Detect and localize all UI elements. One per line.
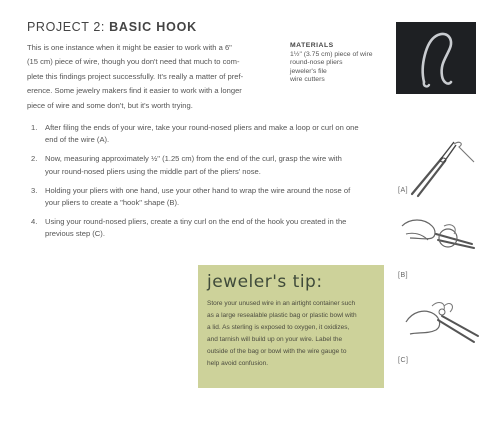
step-number: 1.	[31, 123, 38, 132]
step-line: After filing the ends of your wire, take your round-nosed pliers and make a loop or curl on one	[45, 123, 359, 132]
tip-box	[198, 265, 384, 388]
figure-c	[398, 292, 488, 352]
pliers-illustration-a	[398, 136, 488, 198]
intro-paragraph	[27, 41, 279, 113]
intro-line: (15 cm) piece of wire, though you don't need that much to com-	[27, 57, 240, 67]
intro-line: This is one instance when it might be easier to work with a 6"	[27, 43, 232, 52]
step-line: Holding your pliers with one hand, use your other hand to wrap the wire around the nose of	[45, 185, 351, 195]
title-prefix: PROJECT 2:	[27, 20, 110, 34]
materials-item: wire cutters	[290, 76, 325, 84]
step-line: your round-nosed pliers using the middle part of the pliers' nose.	[45, 166, 261, 176]
materials-item: jeweler's file	[290, 67, 327, 75]
step-line: Now, measuring approximately ½" (1.25 cm) from the end of the curl, grasp the wire with	[45, 154, 342, 164]
tip-line: Store your unused wire in an airtight container such	[207, 300, 356, 307]
steps-list	[27, 122, 387, 248]
tip-line: and tarnish will build up on your wire. Label the	[207, 336, 343, 343]
step-line: end of the wire (A).	[45, 135, 110, 145]
step-line: previous step (C).	[45, 229, 105, 239]
step-number: 3.	[31, 185, 38, 195]
step-line: your pliers to create a "hook" shape (B).	[45, 198, 180, 208]
tip-line: help avoid confusion.	[207, 360, 269, 367]
tip-heading: jeweler's tip:	[207, 272, 323, 292]
step-number: 4.	[31, 217, 38, 227]
hand-illustration-b	[392, 204, 488, 270]
figure-label-c: [C]	[398, 357, 409, 364]
hook-photo	[396, 22, 476, 94]
step-4	[27, 216, 387, 240]
figure-a	[398, 136, 488, 198]
materials-item: 1½" (3.75 cm) piece of wire	[290, 50, 373, 58]
step-3	[27, 185, 387, 209]
tip-line: as a large resealable plastic bag or plastic bowl with	[207, 312, 357, 319]
step-2	[27, 153, 387, 177]
intro-line: plete this findings project successfully. It's really a matter of pref-	[27, 71, 244, 81]
hook-illustration	[396, 22, 476, 94]
step-line: Using your round-nosed pliers, create a tiny curl on the end of the hook you created in the	[45, 217, 347, 227]
hand-illustration-c	[398, 292, 488, 352]
intro-line: piece of wire and some don't, but it's worth trying.	[27, 100, 193, 110]
figure-label-a: [A]	[398, 187, 409, 194]
page-title	[27, 20, 197, 34]
intro-line: erence. Some jewelry makers find it easier to work with a longer	[27, 86, 242, 96]
figure-b	[392, 204, 488, 270]
step-1	[27, 122, 387, 146]
materials-heading: MATERIALS	[290, 42, 334, 49]
tip-line: outside of the bag or bowl with the wire gauge to	[207, 348, 347, 355]
materials-item: round-nose pliers	[290, 59, 343, 67]
tip-body	[207, 298, 381, 370]
step-number: 2.	[31, 154, 38, 164]
materials-list	[290, 42, 400, 85]
title-main: BASIC HOOK	[109, 20, 197, 34]
tip-line: a lid. As sterling is exposed to oxygen, it oxidizes,	[207, 324, 350, 331]
figure-label-b: [B]	[398, 272, 409, 279]
